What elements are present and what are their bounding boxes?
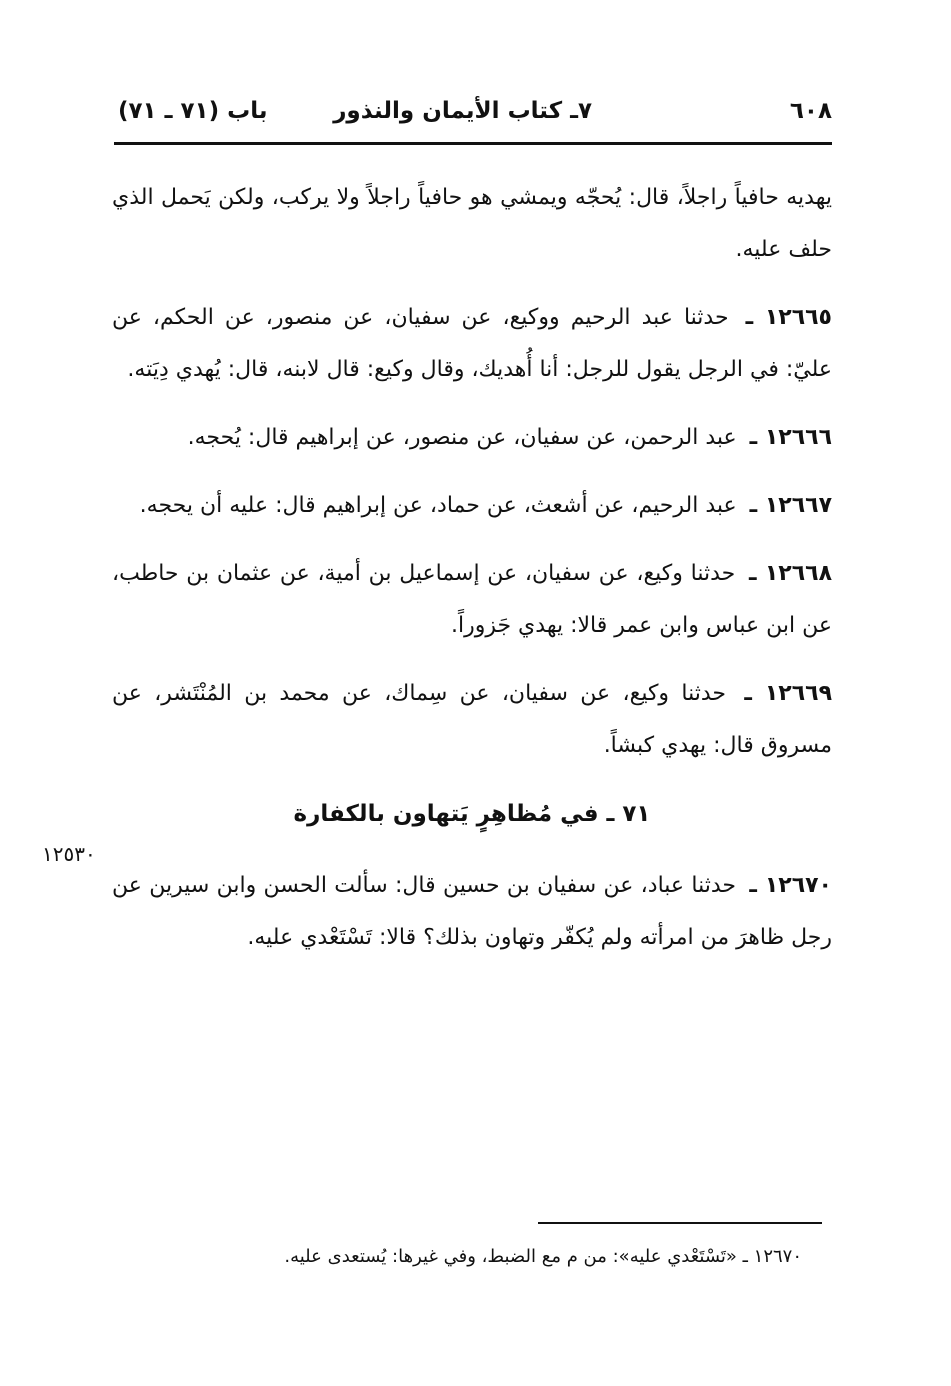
page-header — [118, 92, 832, 136]
hadith-12665 — [112, 292, 832, 396]
footnote-rule — [538, 1222, 822, 1224]
paragraph-text: حدثنا عباد، عن سفيان بن حسين قال: سألت الحسن وابن سيرين عن رجل ظاهرَ من امرأته ولم يُكفّر وتهاون بذلك؟ قالا: تَسْتَعْدي عليه. — [112, 873, 832, 950]
chapter-reference: باب (٧١ ـ ٧١) — [118, 98, 268, 124]
hadith-12670 — [112, 860, 832, 964]
hadith-12668 — [112, 548, 832, 652]
hadith-12667 — [112, 480, 832, 532]
footnote: ١٢٦٧٠ ـ «تَسْتَعْدي عليه»: من م مع الضبط، وفي غيرها: يُستعدى عليه. — [284, 1246, 802, 1267]
hadith-number: ١٢٦٦٨ ـ — [748, 561, 832, 586]
hadith-12666 — [112, 412, 832, 464]
margin-reference-number: ١٢٥٣٠ — [42, 842, 96, 866]
hadith-number: ١٢٦٦٥ ـ — [745, 305, 832, 330]
paragraph-text: حدثنا وكيع، عن سفيان، عن إسماعيل بن أمية، عن عثمان بن حاطب، عن ابن عباس وابن عمر قالا: يهدي جَزوراً. — [112, 561, 832, 638]
hadith-number: ١٢٦٦٦ ـ — [749, 425, 832, 450]
main-text — [112, 172, 832, 980]
paragraph-text: عبد الرحمن، عن سفيان، عن منصور، عن إبراهيم قال: يُحجه. — [187, 425, 737, 450]
page-number: ٦٠٨ — [789, 98, 832, 124]
header-rule — [114, 142, 832, 145]
paragraph-text: حدثنا عبد الرحيم ووكيع، عن سفيان، عن منصور، عن الحكم، عن عليّ: في الرجل يقول للرجل: أنا أُهديك، وقال وكيع: قال لابنه، قال: يُهدي دِيَته. — [112, 305, 832, 382]
hadith-12669 — [112, 668, 832, 772]
section-heading: ٧١ ـ في مُظاهِرٍ يَتهاون بالكفارة — [293, 801, 651, 827]
book-title: ٧ـ كتاب الأيمان والنذور — [333, 98, 592, 124]
hadith-number: ١٢٦٧٠ ـ — [749, 873, 832, 898]
paragraph-continuation — [112, 172, 832, 276]
hadith-number: ١٢٦٦٩ ـ — [744, 681, 832, 706]
paragraph-text: حدثنا وكيع، عن سفيان، عن سِماك، عن محمد بن المُنْتَشر، عن مسروق قال: يهدي كبشاً. — [112, 681, 832, 758]
paragraph-text: يهديه حافياً راجلاً، قال: يُحجّه ويمشي هو حافياً راجلاً ولا يركب، ولكن يَحمل الذي حلف عليه. — [112, 185, 832, 262]
hadith-number: ١٢٦٦٧ ـ — [749, 493, 832, 518]
paragraph-text: عبد الرحيم، عن أشعث، عن حماد، عن إبراهيم قال: عليه أن يحجه. — [139, 493, 737, 518]
